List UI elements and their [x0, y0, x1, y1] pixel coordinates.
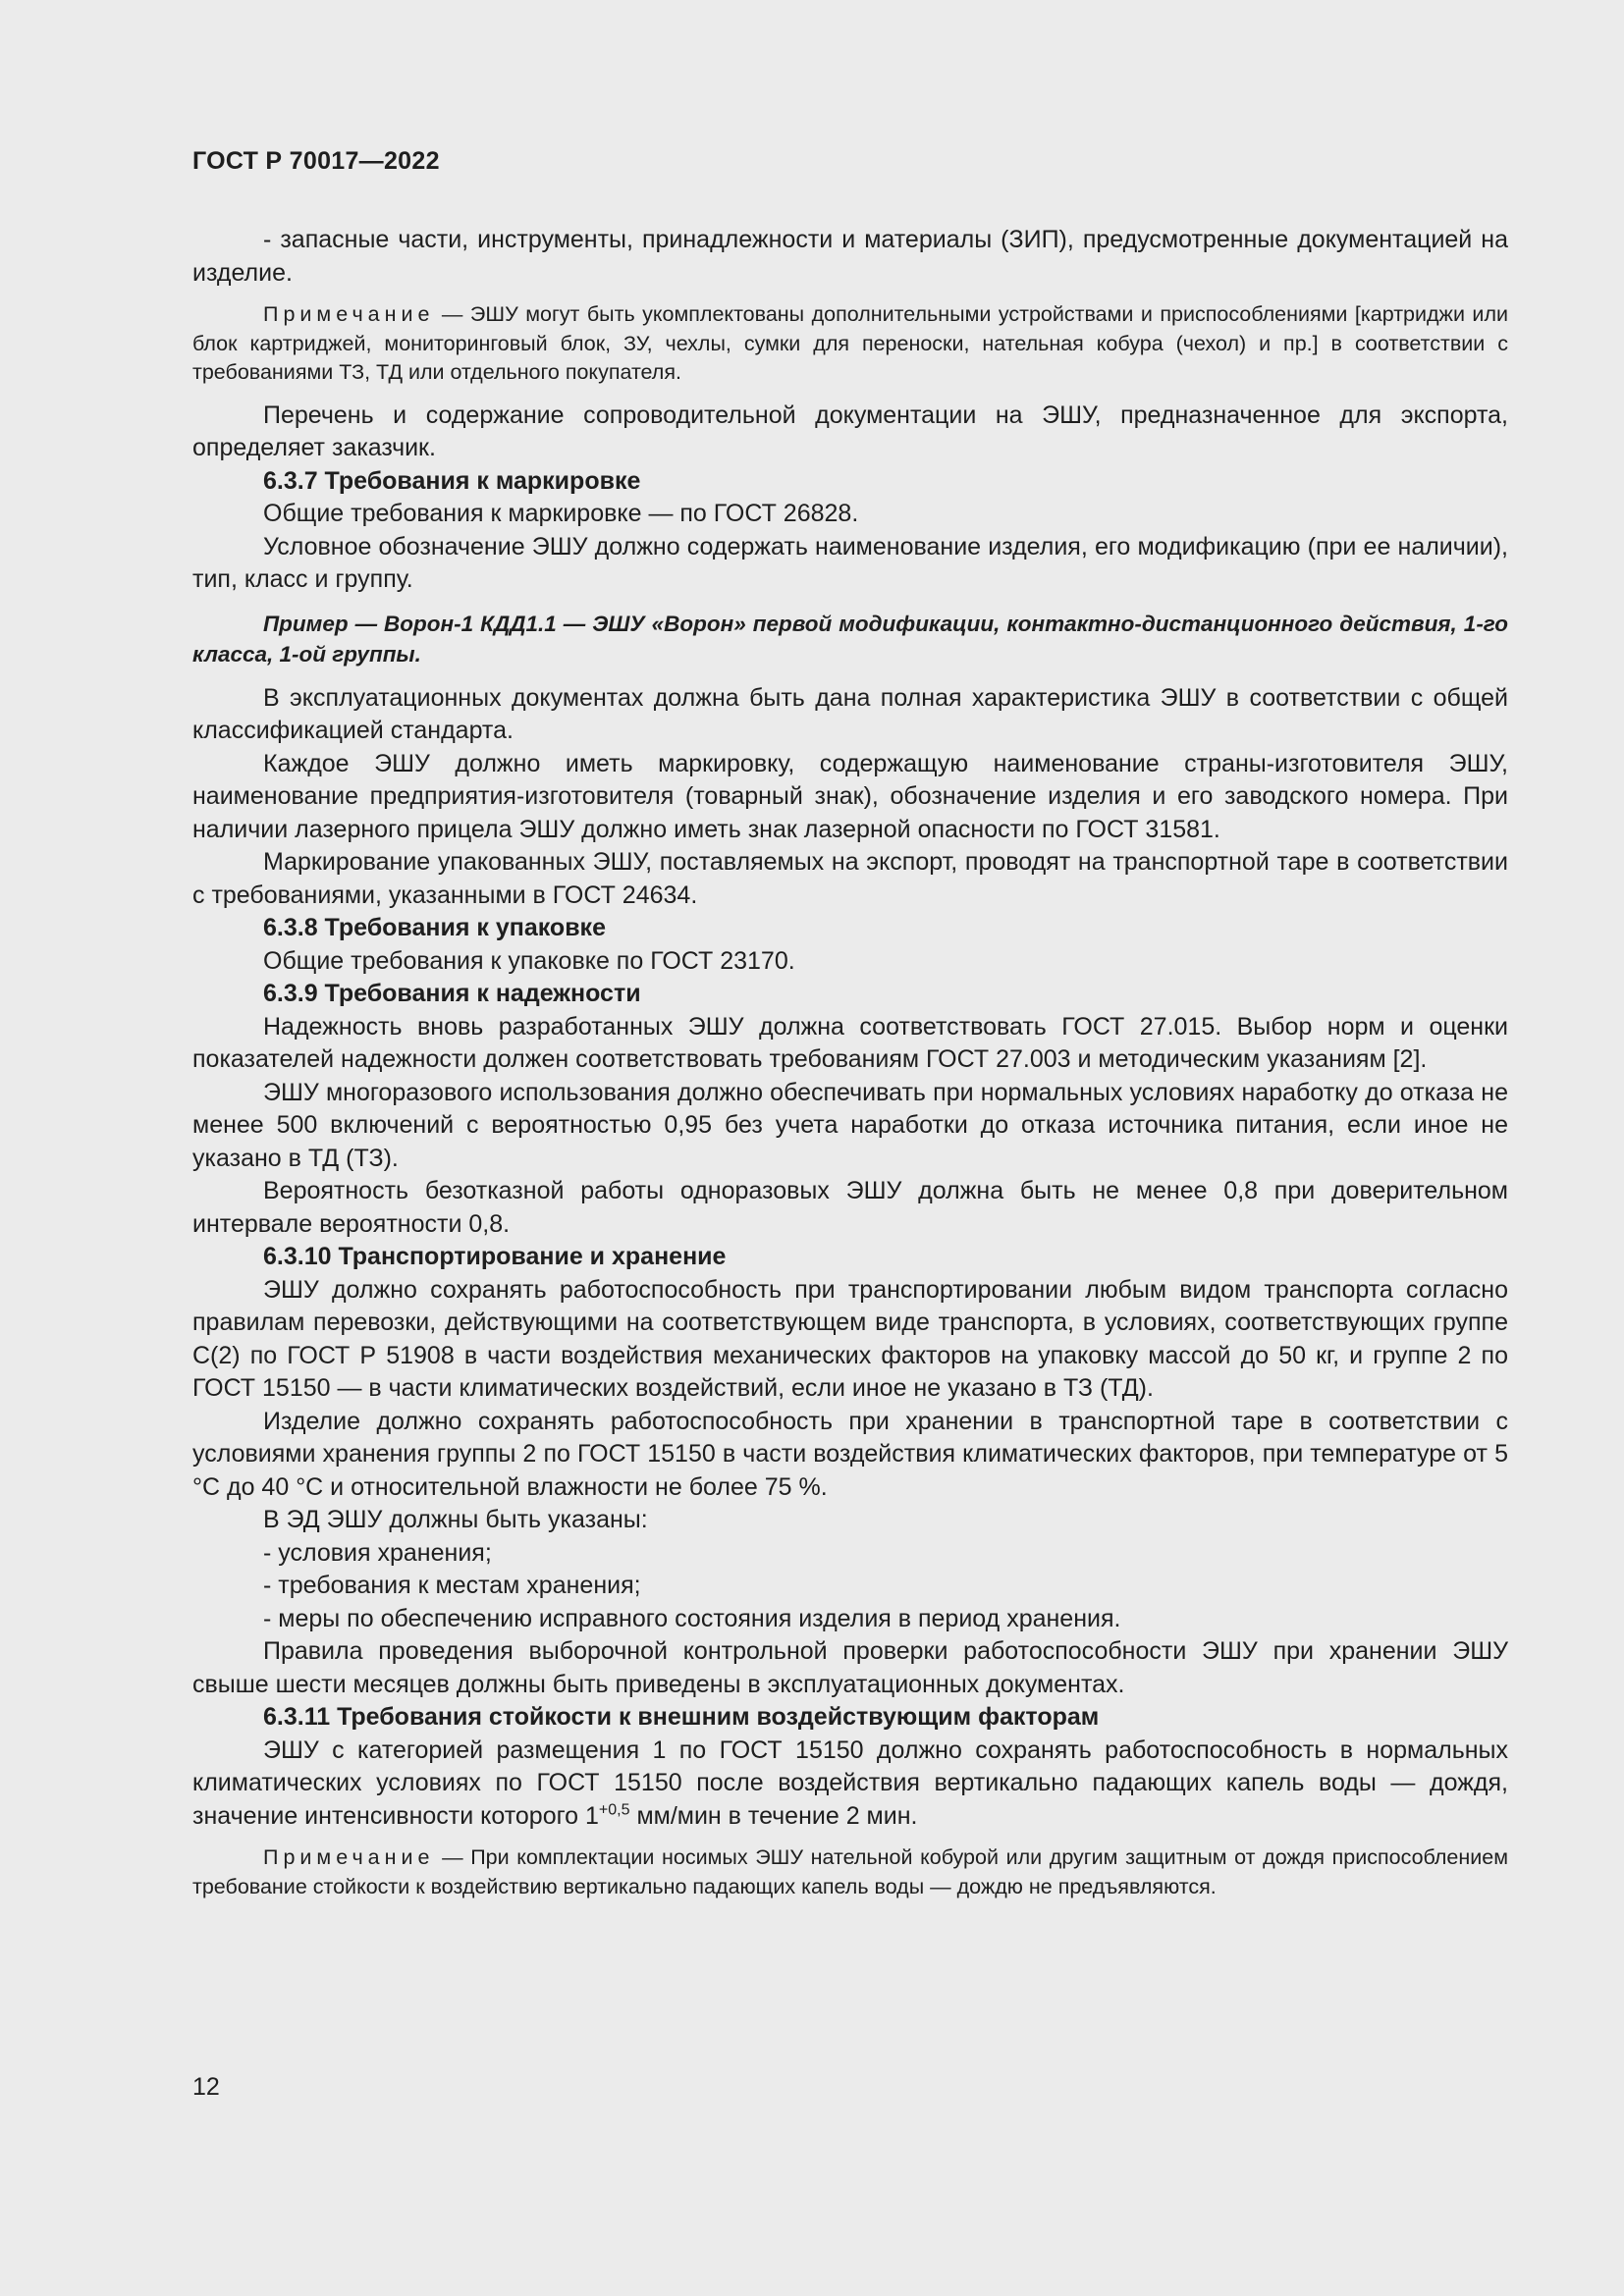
- paragraph: Каждое ЭШУ должно иметь маркировку, содержащую наименование страны-изготовителя ЭШУ, наименование предприятия-изготовителя (товарный знак), обозначение изделия и его заводского номера. При наличии лазерного прицела ЭШУ должно иметь знак лазерной опасности по ГОСТ 31581.: [192, 749, 1508, 843]
- paragraph: В эксплуатационных документах должна быть дана полная характеристика ЭШУ в соответствии с общей классификацией стандарта.: [192, 683, 1508, 744]
- paragraph-text: мм/мин в течение 2 мин.: [629, 1801, 918, 1830]
- list-item: - требования к местам хранения;: [263, 1572, 641, 1599]
- paragraph: Изделие должно сохранять работоспособность при хранении в транспортной таре в соответствии с условиями хранения группы 2 по ГОСТ 15150 в части воздействия климатических факторов, при температуре от 5 °С до 40 °С и относительной влажности не более 75 %.: [192, 1407, 1508, 1501]
- paragraph: ЭШУ должно сохранять работоспособность при транспортировании любым видом транспорта согласно правилам перевозки, действующими на соответствующем виде транспорта, в условиях, соответствующих группе С(2) по ГОСТ Р 51908 в части воздействия механических факторов на упаковку массой до 50 кг, и группе 2 по ГОСТ 15150 — в части климатических воздействий, если иное не указано в ТЗ (ТД).: [192, 1275, 1508, 1402]
- paragraph: [192, 1735, 1508, 1834]
- paragraph: - запасные части, инструменты, принадлежности и материалы (ЗИП), предусмотренные документацией на изделие.: [192, 226, 1508, 287]
- note-text: — При комплектации носимых ЭШУ нательной кобурой или другим защитным от дождя приспособлением требование стойкости к воздействию вертикально падающих капель воды — дождю не предъявляются.: [192, 1845, 1508, 1898]
- section-heading: 6.3.7 Требования к маркировке: [263, 466, 641, 495]
- example: Пример — Ворон-1 КДД1.1 — ЭШУ «Ворон» первой модификации, контактно-дистанционного действия, 1-го класса, 1-ой группы.: [192, 611, 1508, 667]
- paragraph: Перечень и содержание сопроводительной документации на ЭШУ, предназначенное для экспорта, определяет заказчик.: [192, 400, 1508, 461]
- note-text: — ЭШУ могут быть укомплектованы дополнительными устройствами и приспособлениями [картриджи или блок картриджей, мониторинговый блок, ЗУ, чехлы, сумки для переноски, нательная кобура (чехол) и пр.] в соответствии с требованиями ТЗ, ТД или отдельного покупателя.: [192, 302, 1508, 384]
- page-header: ГОСТ Р 70017—2022: [192, 147, 440, 175]
- paragraph: Общие требования к маркировке — по ГОСТ 26828.: [263, 500, 859, 527]
- paragraph: Маркирование упакованных ЭШУ, поставляемых на экспорт, проводят на транспортной таре в соответствии с требованиями, указанными в ГОСТ 24634.: [192, 848, 1508, 909]
- note: [192, 1843, 1508, 1901]
- note: [192, 300, 1508, 388]
- section-heading: 6.3.9 Требования к надежности: [263, 980, 641, 1007]
- paragraph: Общие требования к упаковке по ГОСТ 23170.: [263, 946, 795, 975]
- note-label: Примечание: [263, 1845, 435, 1869]
- superscript: +0,5: [598, 1801, 630, 1819]
- paragraph: Правила проведения выборочной контрольной проверки работоспособности ЭШУ при хранении ЭШУ свыше шести месяцев должны быть приведены в эксплуатационных документах.: [192, 1637, 1508, 1698]
- page-number: 12: [192, 2073, 220, 2101]
- list-item: - условия хранения;: [263, 1538, 492, 1567]
- paragraph: В ЭД ЭШУ должны быть указаны:: [263, 1506, 648, 1533]
- section-heading: 6.3.11 Требования стойкости к внешним воздействующим факторам: [263, 1703, 1100, 1731]
- paragraph: ЭШУ многоразового использования должно обеспечивать при нормальных условиях наработку до отказа не менее 500 включений с вероятностью 0,95 без учета наработки до отказа источника питания, если иное не указано в ТД (ТЗ).: [192, 1078, 1508, 1172]
- page-body: [192, 224, 1508, 1913]
- paragraph-text: ЭШУ с категорией размещения 1 по ГОСТ 15150 должно сохранять работоспособность в нормальных климатических условиях по ГОСТ 15150 после воздействия вертикально падающих капель воды — дождя, значение интенсивности которого 1: [192, 1735, 1508, 1830]
- paragraph: Вероятность безотказной работы одноразовых ЭШУ должна быть не менее 0,8 при доверительном интервале вероятности 0,8.: [192, 1177, 1508, 1238]
- note-label: Примечание: [263, 302, 435, 326]
- section-heading: 6.3.8 Требования к упаковке: [263, 914, 606, 941]
- section-heading: 6.3.10 Транспортирование и хранение: [263, 1243, 727, 1270]
- list-item: - меры по обеспечению исправного состояния изделия в период хранения.: [263, 1604, 1121, 1632]
- paragraph: Условное обозначение ЭШУ должно содержать наименование изделия, его модификацию (при ее наличии), тип, класс и группу.: [192, 532, 1508, 593]
- paragraph: Надежность вновь разработанных ЭШУ должна соответствовать ГОСТ 27.015. Выбор норм и оценки показателей надежности должен соответствовать требованиям ГОСТ 27.003 и методическим указаниям [2].: [192, 1012, 1508, 1073]
